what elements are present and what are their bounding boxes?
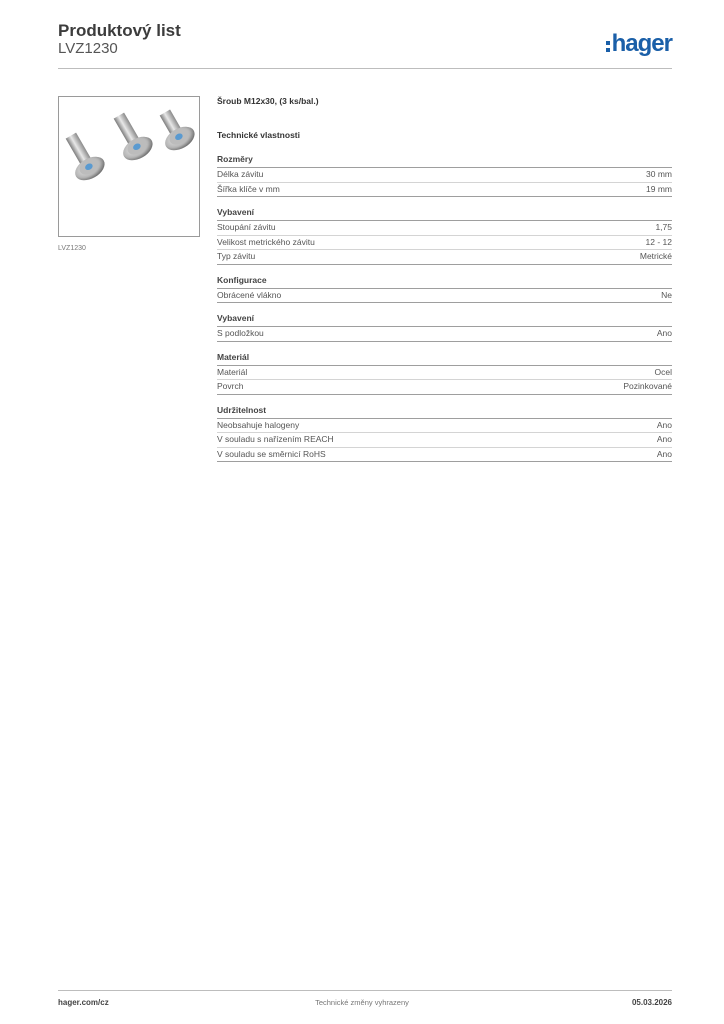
spec-label: Povrch xyxy=(217,381,244,391)
logo-text: hager xyxy=(611,30,672,57)
footer-divider xyxy=(58,990,672,991)
spec-value: Pozinkované xyxy=(623,381,672,391)
spec-value: Ne xyxy=(661,289,672,300)
page-title: Produktový list xyxy=(58,21,181,40)
section-title: Vybavení xyxy=(217,207,672,221)
spec-row xyxy=(217,250,672,265)
product-details xyxy=(217,96,672,462)
spec-row xyxy=(217,289,672,304)
product-image xyxy=(58,96,200,237)
spec-label: Šířka klíče v mm xyxy=(217,183,280,194)
hager-logo xyxy=(606,30,672,58)
spec-row xyxy=(217,419,672,434)
image-caption: LVZ1230 xyxy=(58,245,86,252)
spec-section xyxy=(217,352,672,395)
spec-section xyxy=(217,405,672,463)
footer-website[interactable]: hager.com/cz xyxy=(58,998,109,1007)
spec-row xyxy=(217,183,672,198)
spec-section xyxy=(217,207,672,265)
spec-row xyxy=(217,366,672,381)
spec-row xyxy=(217,221,672,236)
spec-label: Stoupání závitu xyxy=(217,222,276,232)
spec-label: V souladu se směrnicí RoHS xyxy=(217,448,326,459)
spec-row xyxy=(217,236,672,251)
spec-section xyxy=(217,275,672,304)
section-title: Materiál xyxy=(217,352,672,366)
spec-label: Neobsahuje halogeny xyxy=(217,419,300,430)
spec-value: Ano xyxy=(656,434,672,444)
section-title: Udržitelnost xyxy=(217,405,672,419)
section-title: Rozměry xyxy=(217,154,672,168)
footer-disclaimer: Technické změny vyhrazeny xyxy=(315,998,409,1007)
spec-row xyxy=(217,380,672,395)
screw-image-icon xyxy=(59,97,199,236)
spec-value: 19 mm xyxy=(646,183,672,194)
spec-label: Typ závitu xyxy=(217,251,256,261)
section-title: Vybavení xyxy=(217,313,672,327)
spec-row xyxy=(217,168,672,183)
spec-row xyxy=(217,327,672,342)
spec-value: Ocel xyxy=(654,366,672,377)
spec-section xyxy=(217,313,672,342)
spec-label: V souladu s nařízením REACH xyxy=(217,434,334,444)
spec-value: Ano xyxy=(656,448,672,459)
spec-value: Ano xyxy=(656,328,672,338)
spec-label: Obrácené vlákno xyxy=(217,289,282,300)
spec-value: 12 - 12 xyxy=(645,236,672,247)
spec-section xyxy=(217,154,672,197)
product-description: Šroub M12x30, (3 ks/bal.) xyxy=(217,96,319,106)
spec-row xyxy=(217,448,672,463)
spec-label: Délka závitu xyxy=(217,169,264,179)
footer-date: 05.03.2026 xyxy=(631,998,672,1007)
section-title: Konfigurace xyxy=(217,275,672,289)
header-divider xyxy=(58,68,672,69)
tech-heading: Technické vlastnosti xyxy=(217,130,300,140)
spec-value: Metrické xyxy=(639,251,672,261)
spec-label: Materiál xyxy=(217,366,248,377)
spec-sections xyxy=(217,154,672,462)
spec-value: 30 mm xyxy=(646,169,672,179)
spec-label: S podložkou xyxy=(217,328,264,338)
spec-value: Ano xyxy=(656,419,672,430)
spec-row xyxy=(217,433,672,448)
product-code: LVZ1230 xyxy=(58,40,118,57)
logo-dots-icon xyxy=(606,41,610,52)
spec-label: Velikost metrického závitu xyxy=(217,236,315,247)
spec-value: 1,75 xyxy=(655,222,672,232)
